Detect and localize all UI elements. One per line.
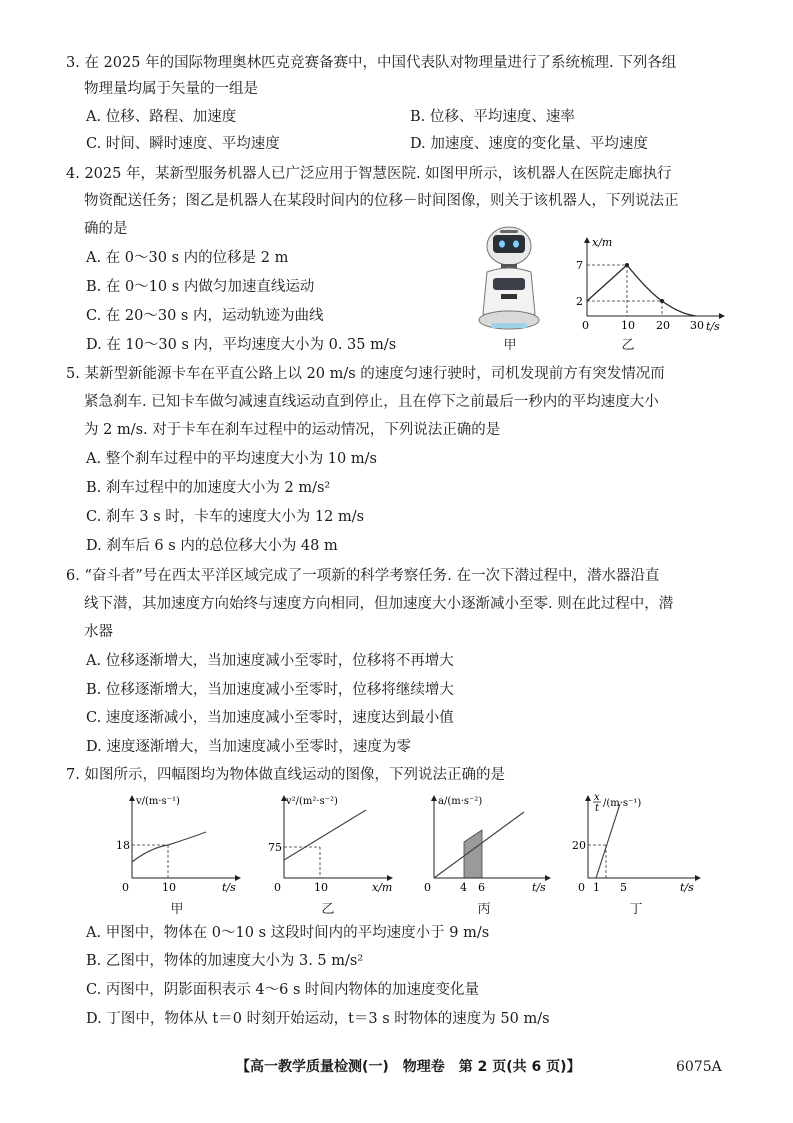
q7-g3-caption: 丙 <box>477 902 491 917</box>
q4-graph-ytick-2: 2 <box>576 295 583 308</box>
q5-option-a: A. 整个刹车过程中的平均速度大小为 10 m/s <box>86 451 377 467</box>
q7-graph-jia <box>110 790 250 900</box>
q5-stem-line3: 为 2 m/s. 对于卡车在刹车过程中的运动情况，下列说法正确的是 <box>84 422 501 438</box>
q7-g4-xtick-5: 5 <box>620 881 627 894</box>
q6-stem-line3: 水器 <box>84 624 113 640</box>
q7-g1-xtick: 10 <box>162 881 176 894</box>
q3-option-c: C. 时间、瞬时速度、平均速度 <box>86 136 280 152</box>
robot-illustration <box>473 222 545 334</box>
q7-g2-xtick: 10 <box>314 881 328 894</box>
q4-xt-graph <box>572 232 732 336</box>
q3-option-d: D. 加速度、速度的变化量、平均速度 <box>410 136 648 152</box>
q7-graph-ding <box>572 790 712 900</box>
q4-graph-ytick-7: 7 <box>576 259 583 272</box>
q6-option-c: C. 速度逐渐减小，当加速度减小至零时，速度达到最小值 <box>86 710 454 726</box>
q7-g4-ylabel-num: x <box>594 792 600 803</box>
q7-g4-origin: 0 <box>578 881 585 894</box>
q7-g4-xtick-1: 1 <box>593 881 600 894</box>
q7-g2-ylabel: v²/(m²·s⁻²) <box>286 796 338 807</box>
q7-g4-xlabel: t/s <box>680 881 694 894</box>
q7-g4-caption: 丁 <box>629 902 643 917</box>
q3-option-b: B. 位移、平均速度、速率 <box>410 109 575 125</box>
q7-g3-origin: 0 <box>424 881 431 894</box>
q5-stem-line1: 5. 某新型新能源卡车在平直公路上以 20 m/s 的速度匀速行驶时，司机发现前方有突发情况而 <box>66 366 665 382</box>
q7-g2-origin: 0 <box>274 881 281 894</box>
q7-g1-ytick: 18 <box>116 839 130 852</box>
q7-g3-xlabel: t/s <box>532 881 546 894</box>
q7-graph-yi <box>262 790 402 900</box>
q5-option-c: C. 刹车 3 s 时，卡车的速度大小为 12 m/s <box>86 509 365 525</box>
q7-g4-ylabel-den: t <box>595 803 600 814</box>
page-footer: 【高一教学质量检测(一) 物理卷 第 2 页(共 6 页)】 <box>236 1059 581 1075</box>
q7-g4-ytick: 20 <box>572 839 586 852</box>
q4-option-d: D. 在 10～30 s 内，平均速度大小为 0. 35 m/s <box>86 337 397 353</box>
q5-option-b: B. 刹车过程中的加速度大小为 2 m/s² <box>86 480 331 496</box>
q4-graph-xtick-20: 20 <box>656 319 670 332</box>
q7-graph-bing <box>420 790 560 900</box>
q7-option-a: A. 甲图中，物体在 0～10 s 这段时间内的平均速度小于 9 m/s <box>86 925 490 941</box>
q7-g1-xlabel: t/s <box>222 881 236 894</box>
q7-stem-line1: 7. 如图所示，四幅图均为物体做直线运动的图像，下列说法正确的是 <box>66 767 505 783</box>
q7-g1-caption: 甲 <box>170 902 184 917</box>
q3-stem-line1: 3. 在 2025 年的国际物理奥林匹克竞赛备赛中，中国代表队对物理量进行了系统梳理. 下列各组 <box>66 55 677 71</box>
q5-stem-line2: 紧急刹车. 已知卡车做匀减速直线运动直到停止，且在停下之前最后一秒内的平均速度大小 <box>84 394 659 410</box>
q3-option-a: A. 位移、路程、加速度 <box>86 109 237 125</box>
q4-stem-line1: 4. 2025 年，某新型服务机器人已广泛应用于智慧医院. 如图甲所示，该机器人在医院走廊执行 <box>66 166 672 182</box>
q7-g1-origin: 0 <box>122 881 129 894</box>
q5-option-d: D. 刹车后 6 s 内的总位移大小为 48 m <box>86 538 338 554</box>
q7-g2-xlabel: x/m <box>372 881 393 894</box>
q7-option-d: D. 丁图中，物体从 t＝0 时刻开始运动，t＝3 s 时物体的速度为 50 m/s <box>86 1011 550 1027</box>
q4-graph-ylabel: x/m <box>592 236 613 249</box>
q6-option-d: D. 速度逐渐增大，当加速度减小至零时，速度为零 <box>86 739 411 755</box>
q4-option-c: C. 在 20～30 s 内，运动轨迹为曲线 <box>86 308 324 324</box>
q4-stem-line3: 确的是 <box>84 221 128 237</box>
q4-option-a: A. 在 0～30 s 内的位移是 2 m <box>86 250 289 266</box>
q7-option-b: B. 乙图中，物体的加速度大小为 3. 5 m/s² <box>86 953 364 969</box>
q6-option-b: B. 位移逐渐增大，当加速度减小至零时，位移将继续增大 <box>86 682 454 698</box>
q4-option-b: B. 在 0～10 s 内做匀加速直线运动 <box>86 279 315 295</box>
paper-code: 6075A <box>676 1059 722 1075</box>
q4-stem-line2: 物资配送任务；图乙是机器人在某段时间内的位移－时间图像，则关于该机器人，下列说法正 <box>84 193 679 209</box>
robot-caption: 甲 <box>503 338 517 353</box>
q4-graph-caption: 乙 <box>621 338 635 353</box>
q7-g3-xtick-6: 6 <box>478 881 485 894</box>
q4-graph-xlabel: t/s <box>706 320 720 333</box>
q7-g3-xtick-4: 4 <box>460 881 467 894</box>
q7-g3-ylabel: a/(m·s⁻²) <box>438 796 483 807</box>
q6-stem-line1: 6. “奋斗者”号在西太平洋区域完成了一项新的科学考察任务. 在一次下潜过程中，潜水器沿直 <box>66 568 660 584</box>
q4-graph-xtick-10: 10 <box>621 319 635 332</box>
q7-g2-ytick: 75 <box>268 841 282 854</box>
q3-stem-line2: 物理量均属于矢量的一组是 <box>84 81 258 97</box>
q6-stem-line2: 线下潜，其加速度方向始终与速度方向相同，但加速度大小逐渐减小至零. 则在此过程中，潜 <box>84 596 674 612</box>
q7-g2-caption: 乙 <box>321 902 335 917</box>
q7-g1-ylabel: v/(m·s⁻¹) <box>136 796 180 807</box>
q4-graph-xtick-30: 30 <box>690 319 704 332</box>
q7-g4-ylabel-unit: /(m·s⁻¹) <box>603 798 642 809</box>
q7-option-c: C. 丙图中，阴影面积表示 4～6 s 时间内物体的加速度变化量 <box>86 982 480 998</box>
q4-graph-origin: 0 <box>582 319 589 332</box>
q6-option-a: A. 位移逐渐增大，当加速度减小至零时，位移将不再增大 <box>86 653 454 669</box>
